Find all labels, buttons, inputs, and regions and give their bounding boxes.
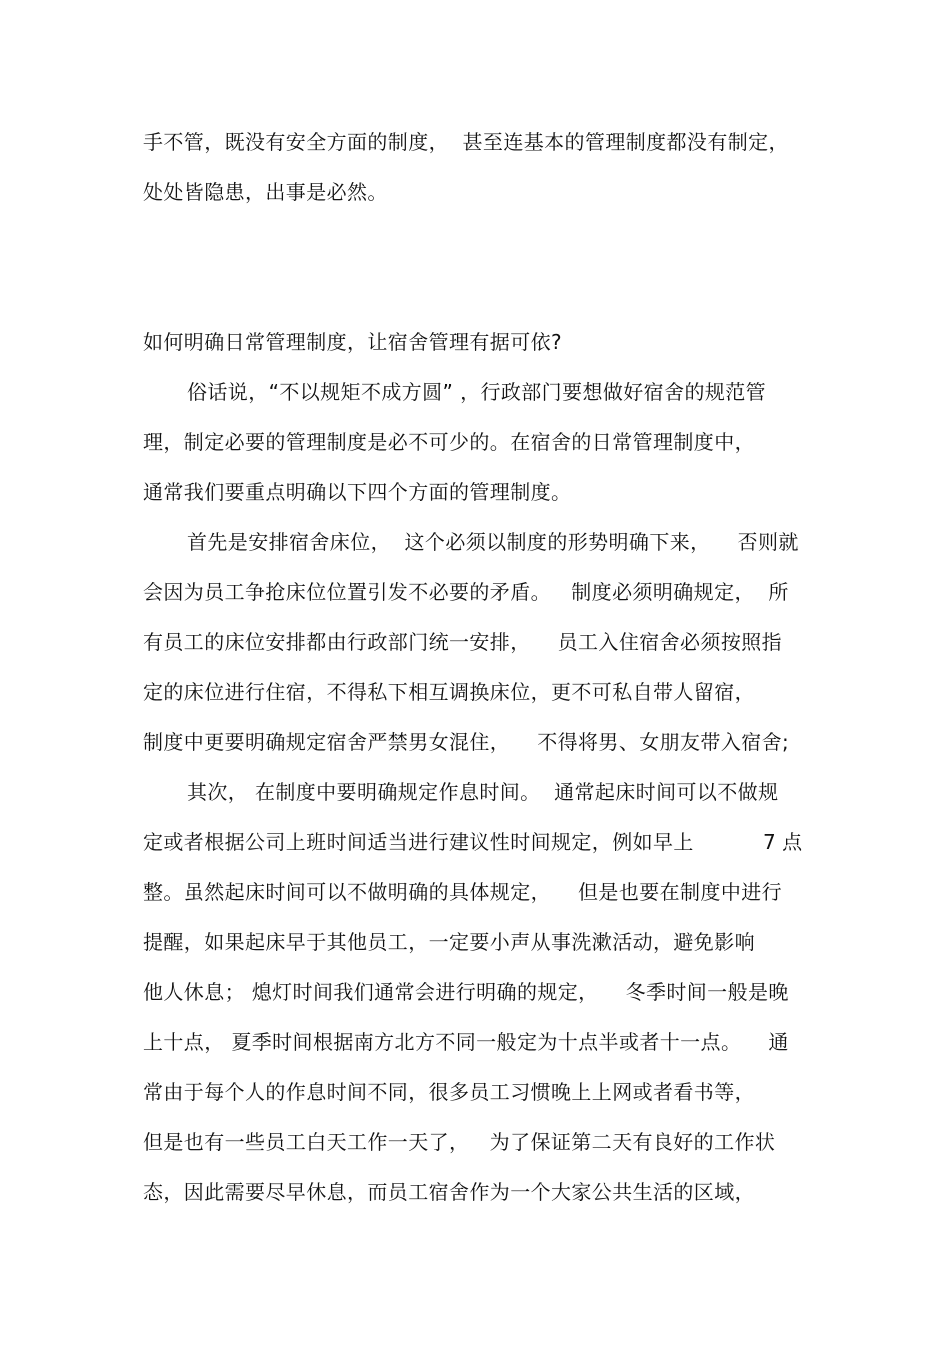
text-line: 通常我们要重点明确以下四个方面的管理制度。 xyxy=(143,480,572,504)
text-line: 提醒，如果起床早于其他员工，一定要小声从事洗漱活动，避免影响 xyxy=(143,930,755,954)
text-line: 处处皆隐患，出事是必然。 xyxy=(143,180,388,204)
text-line: 其次， 在制度中要明确规定作息时间。 通常起床时间可以不做规 xyxy=(187,780,779,804)
text-line: 有员工的床位安排都由行政部门统一安排， 员工入住宿舍必须按照指 xyxy=(143,630,783,654)
text-line: 但是也有一些员工白天工作一天了， 为了保证第二天有良好的工作状 xyxy=(143,1130,776,1154)
text-line: 首先是安排宿舍床位， 这个必须以制度的形势明确下来， 否则就 xyxy=(187,530,799,554)
text-line: 上十点， 夏季时间根据南方北方不同一般定为十点半或者十一点。 通 xyxy=(143,1030,789,1054)
text-line: 手不管，既没有安全方面的制度， 甚至连基本的管理制度都没有制定， xyxy=(143,130,789,154)
text-line: 常由于每个人的作息时间不同，很多员工习惯晚上上网或者看书等， xyxy=(143,1080,755,1104)
text-line: 定或者根据公司上班时间适当进行建议性时间规定，例如早上 xyxy=(143,830,694,854)
text-line: 他人休息； 熄灯时间我们通常会进行明确的规定， 冬季时间一般是晚 xyxy=(143,980,789,1004)
text-line: 制度中更要明确规定宿舍严禁男女混住， 不得将男、女朋友带入宿舍; xyxy=(143,730,790,754)
text-line: 俗话说，“不以规矩不成方圆” ，行政部门要想做好宿舍的规范管 xyxy=(187,380,767,404)
text-line-tail: 7 点 xyxy=(763,830,803,854)
text-line: 态，因此需要尽早休息，而员工宿舍作为一个大家公共生活的区域， xyxy=(143,1180,755,1204)
text-line: 整。虽然起床时间可以不做明确的具体规定， 但是也要在制度中进行 xyxy=(143,880,783,904)
text-line: 会因为员工争抢床位位置引发不必要的矛盾。 制度必须明确规定， 所 xyxy=(143,580,789,604)
section-heading: 如何明确日常管理制度，让宿舍管理有据可依? xyxy=(143,330,563,354)
text-line: 定的床位进行住宿，不得私下相互调换床位，更不可私自带人留宿， xyxy=(143,680,755,704)
text-line: 理，制定必要的管理制度是必不可少的。在宿舍的日常管理制度中， xyxy=(143,430,755,454)
